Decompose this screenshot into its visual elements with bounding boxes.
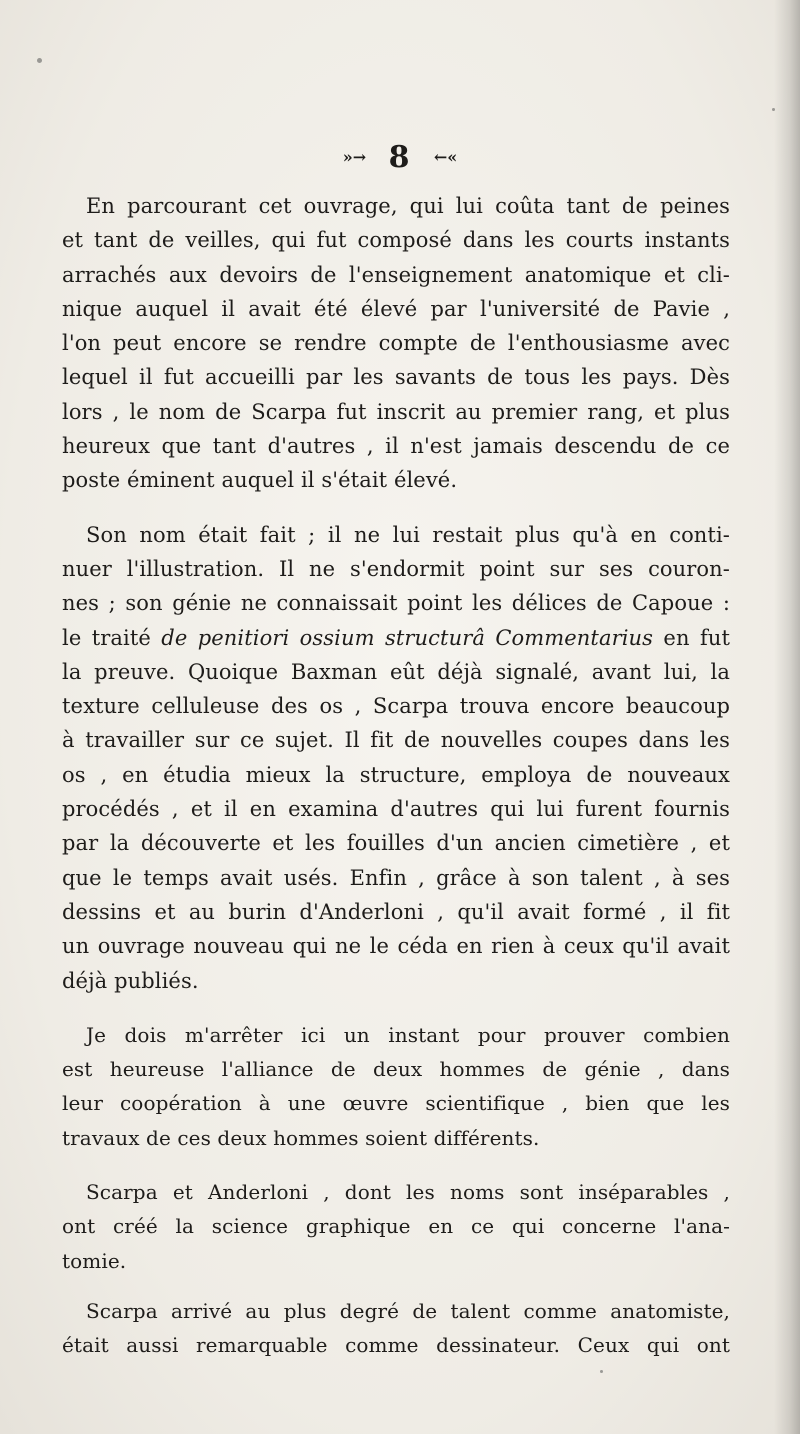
paragraph-gap: [62, 498, 730, 518]
text-line: lequel il fut accueilli par les savants de tous les pays. Dès: [62, 365, 730, 390]
work-title: de penitiori ossium structurâ Commentarius: [161, 625, 654, 650]
right-ornament: ←«: [433, 147, 458, 167]
paragraph-gap: [62, 1278, 730, 1294]
paragraph-1: [62, 189, 730, 498]
text-line: que le temps avait usés. Enfin , grâce à son talent , à ses: [62, 865, 730, 890]
text-line: arrachés aux devoirs de l'enseignement anatomique et cli-: [62, 262, 730, 287]
text-line: par la découverte et les fouilles d'un ancien cimetière , et: [62, 831, 730, 856]
text-line: Scarpa et Anderloni , dont les noms sont inséparables ,: [86, 1180, 730, 1205]
text-line: lors , le nom de Scarpa fut inscrit au premier rang, et plus: [62, 399, 730, 424]
paragraph-3: [62, 1018, 730, 1155]
page-number: 8: [388, 139, 412, 175]
text-line: la preuve. Quoique Baxman eût déjà signalé, avant lui, la: [62, 659, 730, 684]
text-line: os , en étudia mieux la structure, employa de nouveaux: [62, 762, 730, 787]
text-line: Je dois m'arrêter ici un instant pour prouver combien: [86, 1022, 730, 1047]
text-line: dessins et au burin d'Anderloni , qu'il avait formé , il fit: [62, 899, 730, 924]
left-ornament: »→: [342, 147, 367, 167]
ink-speck: [600, 1370, 603, 1373]
page-header: [0, 138, 800, 175]
text-line: leur coopération à une œuvre scientifique , bien que les: [62, 1091, 730, 1116]
text-line: nique auquel il avait été élevé par l'université de Pavie ,: [62, 296, 730, 321]
text-line: tomie.: [62, 1248, 127, 1273]
text-line: et tant de veilles, qui fut composé dans les courts instants: [62, 228, 730, 253]
text-line: un ouvrage nouveau qui ne le céda en rien à ceux qu'il avait: [62, 934, 730, 959]
text-line: Scarpa arrivé au plus degré de talent comme anatomiste,: [86, 1298, 730, 1323]
text-line: texture celluleuse des os , Scarpa trouva encore beaucoup: [62, 694, 730, 719]
text-line-with-title: [62, 621, 730, 655]
text-line: Son nom était fait ; il ne lui restait plus qu'à en conti-: [86, 522, 730, 547]
paragraph-gap: [62, 998, 730, 1018]
paragraph-4: [62, 1175, 730, 1278]
text-line: poste éminent auquel il s'était élevé.: [62, 468, 458, 493]
text-line: procédés , et il en examina d'autres qui lui furent fournis: [62, 797, 730, 822]
ink-speck: [37, 58, 42, 63]
paragraph-gap: [62, 1155, 730, 1175]
text-line: est heureuse l'alliance de deux hommes de génie , dans: [62, 1057, 730, 1082]
binding-shadow: [774, 0, 800, 1434]
text-line: l'on peut encore se rendre compte de l'enthousiasme avec: [62, 331, 730, 356]
text-line: à travailler sur ce sujet. Il fit de nouvelles coupes dans les: [62, 728, 730, 753]
line-text: en fut: [653, 625, 730, 650]
text-line: était aussi remarquable comme dessinateur. Ceux qui ont: [62, 1333, 730, 1358]
text-line: nes ; son génie ne connaissait point les délices de Capoue :: [62, 591, 730, 616]
text-line: ont créé la science graphique en ce qui concerne l'ana-: [62, 1214, 730, 1239]
paragraph-2: [62, 518, 730, 998]
text-line: heureux que tant d'autres , il n'est jamais descendu de ce: [62, 434, 730, 459]
body-text: [62, 189, 730, 1363]
text-line: nuer l'illustration. Il ne s'endormit point sur ses couron-: [62, 556, 730, 581]
text-line: travaux de ces deux hommes soient différents.: [62, 1125, 540, 1150]
text-line: En parcourant cet ouvrage, qui lui coûta tant de peines: [86, 194, 730, 218]
ink-speck: [772, 108, 775, 111]
line-text: le traité: [62, 625, 162, 650]
paragraph-5: [62, 1294, 730, 1363]
text-line: déjà publiés.: [62, 968, 199, 993]
